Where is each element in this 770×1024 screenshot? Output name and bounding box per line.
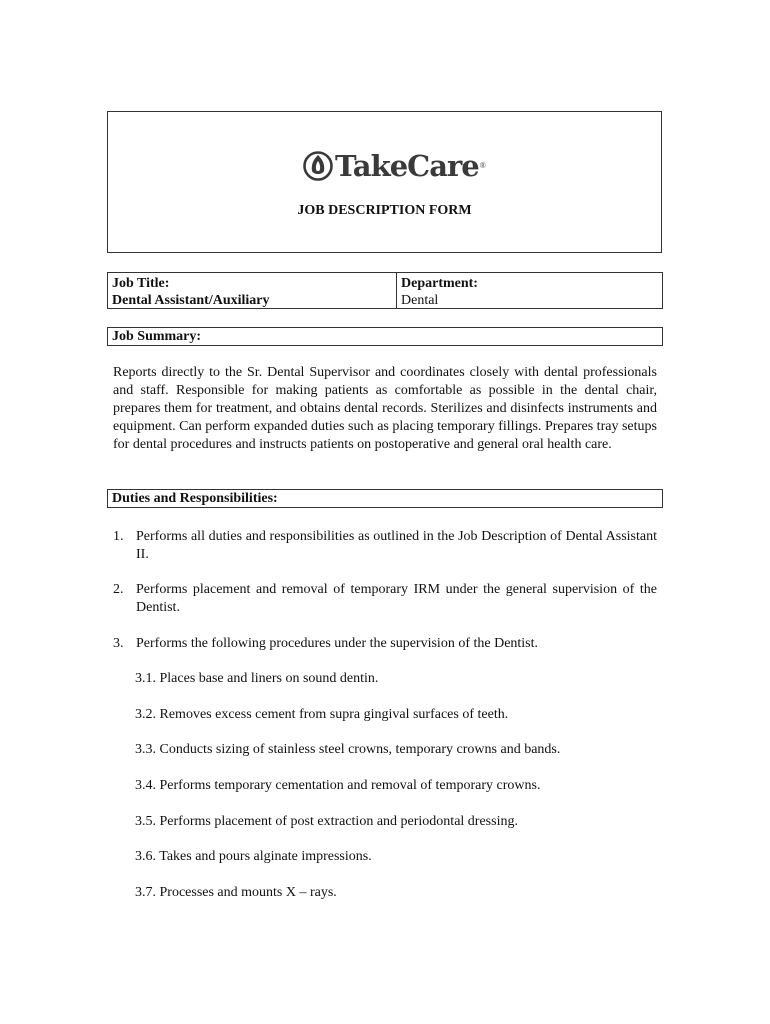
subduty-item: 3.4. Performs temporary cementation and removal of temporary crowns. [135, 778, 541, 793]
job-title-cell [108, 273, 397, 308]
job-title-label: Job Title: [112, 276, 170, 291]
takecare-logo-icon [303, 150, 333, 182]
duty-text: Performs placement and removal of temporary IRM under the general supervision of the Dentist. [136, 582, 657, 615]
duty-number: 2. [113, 582, 124, 597]
duty-number: 1. [113, 529, 124, 544]
department-value: Dental [401, 293, 439, 308]
subduty-item: 3.1. Places base and liners on sound dentin. [135, 671, 379, 686]
department-label: Department: [401, 276, 478, 291]
header-box [107, 111, 662, 253]
duty-number: 3. [113, 636, 124, 651]
form-title: JOB DESCRIPTION FORM [297, 203, 472, 218]
department-cell [397, 273, 662, 308]
takecare-logo [303, 148, 486, 184]
subduty-item: 3.3. Conducts sizing of stainless steel crowns, temporary crowns and bands. [135, 742, 561, 757]
job-summary-text: Reports directly to the Sr. Dental Supervisor and coordinates closely with dental professionals and staff. Responsible for making patients as comfortable as possible in the dental chair, prepares them for treatment, and obtains dental records. Sterilizes and disinfects instruments and equipment. Can perform expanded duties such as placing temporary fillings. Prepares tray setups for dental procedures and instructs patients on postoperative and general oral health care. [113, 365, 657, 452]
subduty-item: 3.2. Removes excess cement from supra gingival surfaces of teeth. [135, 707, 509, 722]
job-info-table [107, 272, 663, 309]
logo-text: TakeCare [335, 149, 479, 183]
subduty-item: 3.5. Performs placement of post extraction and periodontal dressing. [135, 814, 518, 829]
job-summary-heading: Job Summary: [107, 327, 663, 346]
subduty-item: 3.6. Takes and pours alginate impressions. [135, 849, 372, 864]
duties-heading: Duties and Responsibilities: [107, 489, 663, 508]
registered-mark: ® [479, 161, 486, 170]
duty-item-2 [113, 581, 657, 617]
duty-text: Performs the following procedures under the supervision of the Dentist. [136, 636, 539, 651]
duty-item-1 [113, 528, 657, 564]
job-title-value: Dental Assistant/Auxiliary [112, 293, 270, 308]
subduty-item: 3.7. Processes and mounts X – rays. [135, 885, 337, 900]
duty-item-3 [113, 635, 657, 653]
duty-text: Performs all duties and responsibilities as outlined in the Job Description of Dental Assistant II. [136, 529, 657, 562]
